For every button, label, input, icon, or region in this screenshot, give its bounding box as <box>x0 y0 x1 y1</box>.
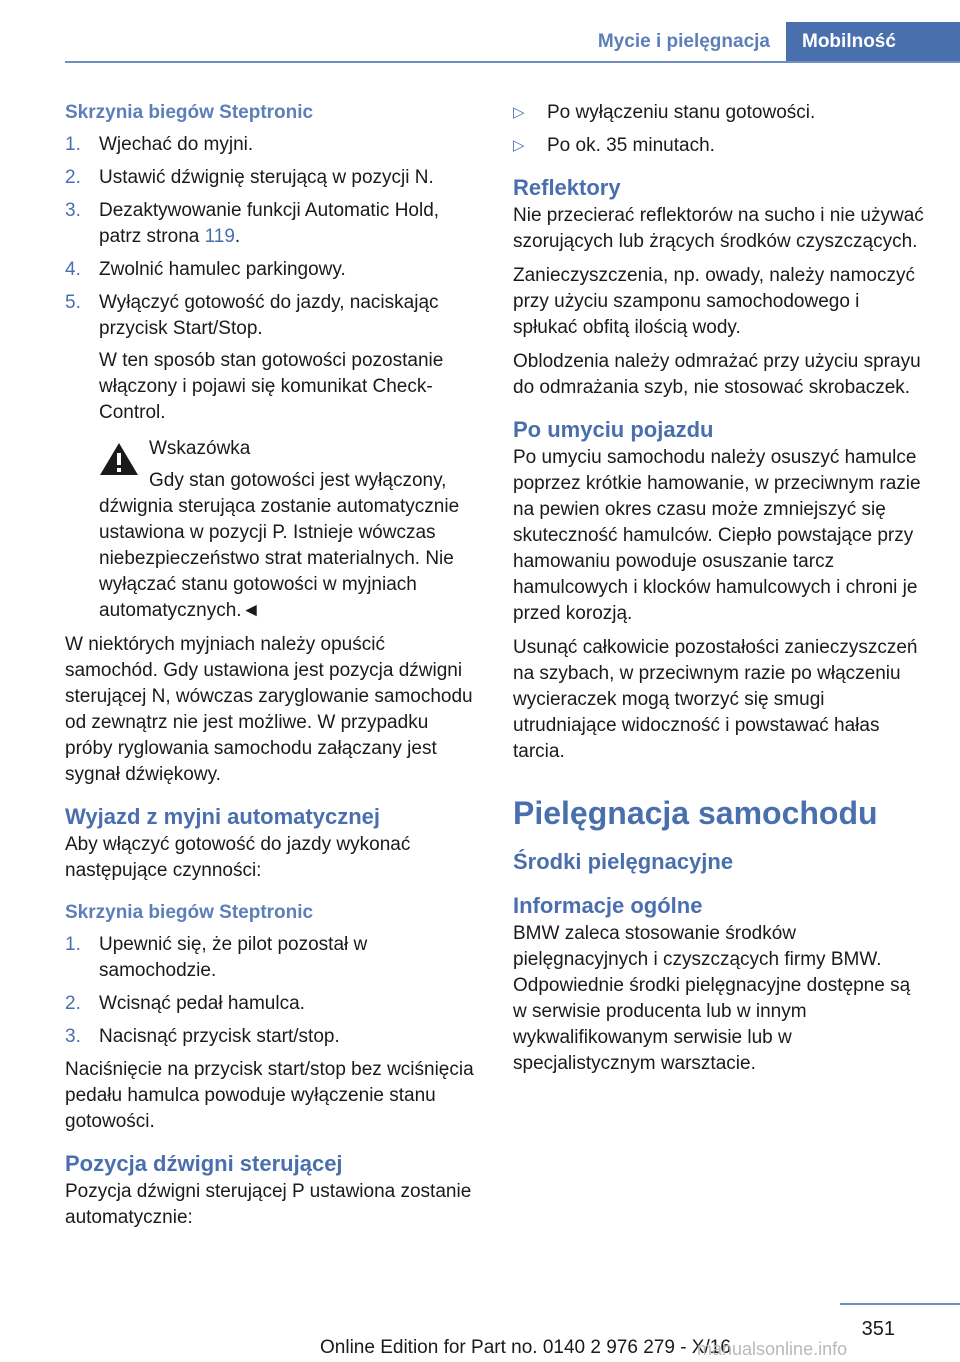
warning-text-content: Gdy stan gotowości jest wyłączony, dźwignia sterująca zostanie automatycznie ustawiona w pozycji P. Istnieje wówczas niebezpieczeństwo strat materialnych. Nie wyłączać stanu gotowości w myjniach automatycznych.◄ <box>99 470 460 621</box>
warning-icon <box>99 442 139 476</box>
list-number: 2. <box>65 993 81 1014</box>
list-number: 5. <box>65 292 81 313</box>
list-item <box>65 290 477 426</box>
list-item <box>65 257 477 283</box>
heading-informacje: Informacje ogólne <box>513 893 703 918</box>
triangle-bullet-icon: ▷ <box>513 104 525 121</box>
paragraph: Nie przecierać reflektorów na sucho i nie używać szorujących lub żrących środków czyszczących. <box>513 205 924 252</box>
list-item <box>65 198 477 250</box>
list-item <box>65 165 477 191</box>
list-text: Upewnić się, że pilot pozostał w samochodzie. <box>99 934 368 981</box>
list-text: Wjechać do myjni. <box>99 134 254 155</box>
list-text: Wyłączyć gotowość do jazdy, naciskając przycisk Start/Stop. <box>99 292 439 339</box>
list-number: 2. <box>65 167 81 188</box>
steps-list-1 <box>65 132 477 426</box>
heading-pielegnacja: Pielęgnacja samochodu <box>513 795 878 831</box>
paragraph: Po umyciu samochodu należy osuszyć hamulce poprzez krótkie hamowanie, w przeciwnym razie na pewien okres czasu może zmniejszyć się skuteczność hamulców. Ciepło powstające przy hamowaniu powoduje osuszanie tarcz hamulcowych i klocków hamulcowych i chroni je przed korozją. <box>513 447 921 624</box>
paragraph: Aby włączyć gotowość do jazdy wykonać następujące czynności: <box>65 834 411 881</box>
list-text: Ustawić dźwignię sterującą w pozycji N. <box>99 167 434 188</box>
header-rule <box>65 61 960 63</box>
heading-pozycja: Pozycja dźwigni sterującej <box>65 1151 343 1176</box>
bullet-list <box>513 100 925 159</box>
heading-wyjazd: Wyjazd z myjni automatycznej <box>65 804 381 829</box>
paragraph: Naciśnięcie na przycisk start/stop bez wciśnięcia pedału hamulca powoduje wyłączenie stanu gotowości. <box>65 1059 474 1132</box>
list-item <box>65 1024 477 1050</box>
paragraph: Oblodzenia należy odmrażać przy użyciu sprayu do odmrażania szyb, nie stosować skrobaczek. <box>513 351 921 398</box>
warning-title: Wskazówka <box>149 438 251 459</box>
list-text: Po ok. 35 minutach. <box>547 135 715 156</box>
list-text: Po wyłączeniu stanu gotowości. <box>547 102 816 123</box>
subheading-steptronic-2: Skrzynia biegów Steptronic <box>65 902 314 923</box>
list-text: Zwolnić hamulec parkingowy. <box>99 259 346 280</box>
paragraph: Pozycja dźwigni sterującej P ustawiona zostanie automatycznie: <box>65 1181 472 1228</box>
list-number: 3. <box>65 1026 81 1047</box>
warning-box <box>65 436 477 624</box>
heading-po-umyciu: Po umyciu pojazdu <box>513 417 714 442</box>
page-link-119[interactable]: 119 <box>204 226 235 247</box>
triangle-bullet-icon: ▷ <box>513 137 525 154</box>
steps-list-2 <box>65 932 477 1050</box>
page-number: 351 <box>861 1318 895 1340</box>
header-chapter-tab: Mobilność <box>786 22 960 62</box>
warning-text <box>99 468 477 624</box>
heading-reflektory: Reflektory <box>513 175 621 200</box>
list-text-end: . <box>234 226 241 247</box>
page-header <box>580 22 960 62</box>
paragraph: W niektórych myjniach należy opuścić samochód. Gdy ustawiona jest pozycja dźwigni sterującej N, wówczas zaryglowanie samochodu od zewnątrz nie jest możliwe. W przypadku próby ryglowania samochodu załączany jest sygnał dźwiękowy. <box>65 634 473 785</box>
list-item <box>513 133 925 159</box>
list-item <box>513 100 925 126</box>
heading-srodki: Środki pielęgnacyjne <box>513 849 734 874</box>
list-number: 1. <box>65 134 81 155</box>
subheading-steptronic: Skrzynia biegów Steptronic <box>65 102 314 123</box>
list-number: 3. <box>65 200 81 221</box>
header-section-title: Mycie i pielęgnacja <box>597 31 770 52</box>
list-text: Nacisnąć przycisk start/stop. <box>99 1026 340 1047</box>
right-column <box>513 100 925 1085</box>
list-text: Dezaktywowanie funkcji Automatic Hold, patrz strona <box>99 200 440 247</box>
list-item <box>65 991 477 1017</box>
list-number: 1. <box>65 934 81 955</box>
list-item <box>65 132 477 158</box>
list-text: Wcisnąć pedał hamulca. <box>99 993 305 1014</box>
list-subtext: W ten sposób stan gotowości pozostanie włączony i pojawi się komunikat Check-Control. <box>99 350 444 423</box>
paragraph: Zanieczyszczenia, np. owady, należy namoczyć przy użyciu szamponu samochodowego i spłukać obfitą ilością wody. <box>513 265 915 338</box>
list-number: 4. <box>65 259 81 280</box>
paragraph: Usunąć całkowicie pozostałości zanieczyszczeń na szybach, w przeciwnym razie po włączeniu wycieraczek mogą tworzyć się smugi utrudniające widoczność i powstawać hałas tarcia. <box>513 637 918 762</box>
list-item <box>65 932 477 984</box>
online-edition-note: Online Edition for Part no. 0140 2 976 279 - X/16 <box>320 1337 731 1358</box>
footer-rule <box>840 1303 960 1305</box>
watermark: manualsonline.info <box>697 1339 848 1359</box>
paragraph: BMW zaleca stosowanie środków pielęgnacyjnych i czyszczących firmy BMW. Odpowiednie środki pielęgnacyjne dostępne są w serwisie producenta lub w innym wykwalifikowanym serwisie lub w specjalistycznym warsztacie. <box>513 923 911 1074</box>
left-column <box>65 100 477 1239</box>
